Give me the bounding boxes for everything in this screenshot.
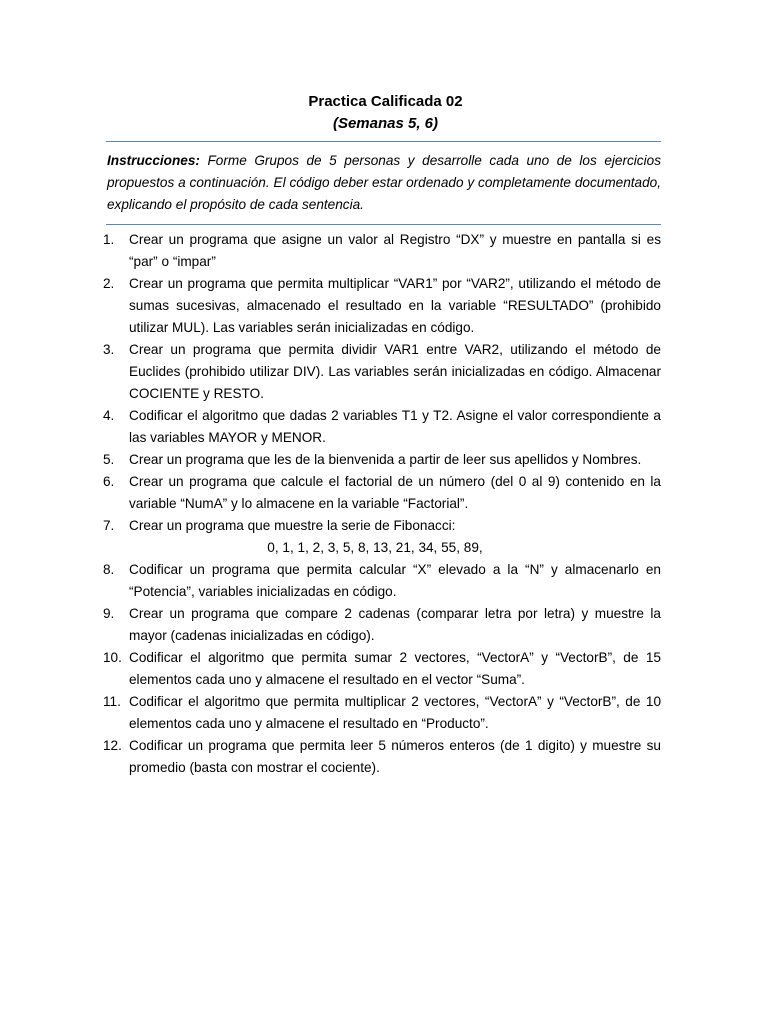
bottom-divider — [106, 224, 661, 225]
exercise-item — [103, 471, 661, 515]
exercise-number: 11. — [103, 694, 121, 709]
exercise-text: Crear un programa que permita multiplicar “VAR1” por “VAR2”, utilizando el método de sumas sucesivas, almacenado el resultado en la variable “RESULTADO” (prohibido utilizar MUL). Las variables serán inicializadas en código. — [129, 276, 661, 335]
exercise-text: Codificar un programa que permita calcular “X” elevado a la “N” y almacenarlo en “Potencia”, variables inicializadas en código. — [129, 562, 661, 599]
exercise-text: Crear un programa que muestre la serie de Fibonacci: — [129, 518, 456, 533]
exercise-item — [103, 405, 661, 449]
exercise-item — [103, 339, 661, 405]
exercise-item — [103, 735, 661, 779]
exercise-text: Codificar un programa que permita leer 5 números enteros (de 1 digito) y muestre su promedio (basta con mostrar el cociente). — [129, 738, 661, 775]
instructions-paragraph — [107, 150, 661, 216]
exercise-text: Crear un programa que asigne un valor al Registro “DX” y muestre en pantalla si es “par” o “impar” — [129, 232, 661, 269]
exercise-item — [103, 603, 661, 647]
exercise-number: 3. — [103, 342, 115, 357]
exercise-number: 7. — [103, 518, 115, 533]
exercise-number: 9. — [103, 606, 115, 621]
fibonacci-series: 0, 1, 1, 2, 3, 5, 8, 13, 21, 34, 55, 89, — [267, 540, 483, 555]
page-subtitle: (Semanas 5, 6) — [332, 115, 439, 132]
exercise-number: 6. — [103, 474, 115, 489]
exercise-text: Crear un programa que permita dividir VAR1 entre VAR2, utilizando el método de Euclides (prohibido utilizar DIV). Las variables serán inicializadas en código. Almacenar COCIENTE y RESTO. — [129, 342, 661, 401]
page-title: Practica Calificada 02 — [308, 93, 463, 110]
exercise-number: 5. — [103, 452, 115, 467]
exercise-number: 12. — [103, 738, 122, 753]
exercise-text: Crear un programa que compare 2 cadenas (comparar letra por letra) y muestre la mayor (cadenas inicializadas en código). — [129, 606, 661, 643]
exercise-item — [103, 559, 661, 603]
exercise-number: 1. — [103, 232, 115, 247]
exercise-item — [103, 449, 661, 471]
exercise-item — [103, 647, 661, 691]
exercise-item — [103, 691, 661, 735]
top-divider — [106, 141, 661, 142]
exercise-item — [103, 273, 661, 339]
exercise-text: Codificar el algoritmo que permita multiplicar 2 vectores, “VectorA” y “VectorB”, de 10 elementos cada uno y almacene el resultado en “Producto”. — [129, 694, 661, 731]
instructions-text: Forme Grupos de 5 personas y desarrolle cada uno de los ejercicios propuestos a continuación. El código deber estar ordenado y completamente documentado, explicando el propósito de cada sentencia. — [107, 153, 661, 212]
exercise-text: Codificar el algoritmo que permita sumar 2 vectores, “VectorA” y “VectorB”, de 15 elementos cada uno y almacene el resultado en el vector “Suma”. — [129, 650, 661, 687]
exercise-text: Crear un programa que calcule el factorial de un número (del 0 al 9) contenido en la variable “NumA” y lo almacene en la variable “Factorial”. — [129, 474, 661, 511]
exercise-number: 10. — [103, 650, 122, 665]
exercise-number: 4. — [103, 408, 115, 423]
exercise-list — [103, 229, 661, 779]
exercise-text: Crear un programa que les de la bienvenida a partir de leer sus apellidos y Nombres. — [129, 452, 642, 467]
exercise-number: 2. — [103, 276, 115, 291]
instructions-label: Instrucciones: — [107, 153, 200, 168]
exercise-text: Codificar el algoritmo que dadas 2 variables T1 y T2. Asigne el valor correspondiente a las variables MAYOR y MENOR. — [129, 408, 661, 445]
exercise-item — [103, 229, 661, 273]
exercise-number: 8. — [103, 562, 115, 577]
exercise-item — [103, 515, 661, 559]
